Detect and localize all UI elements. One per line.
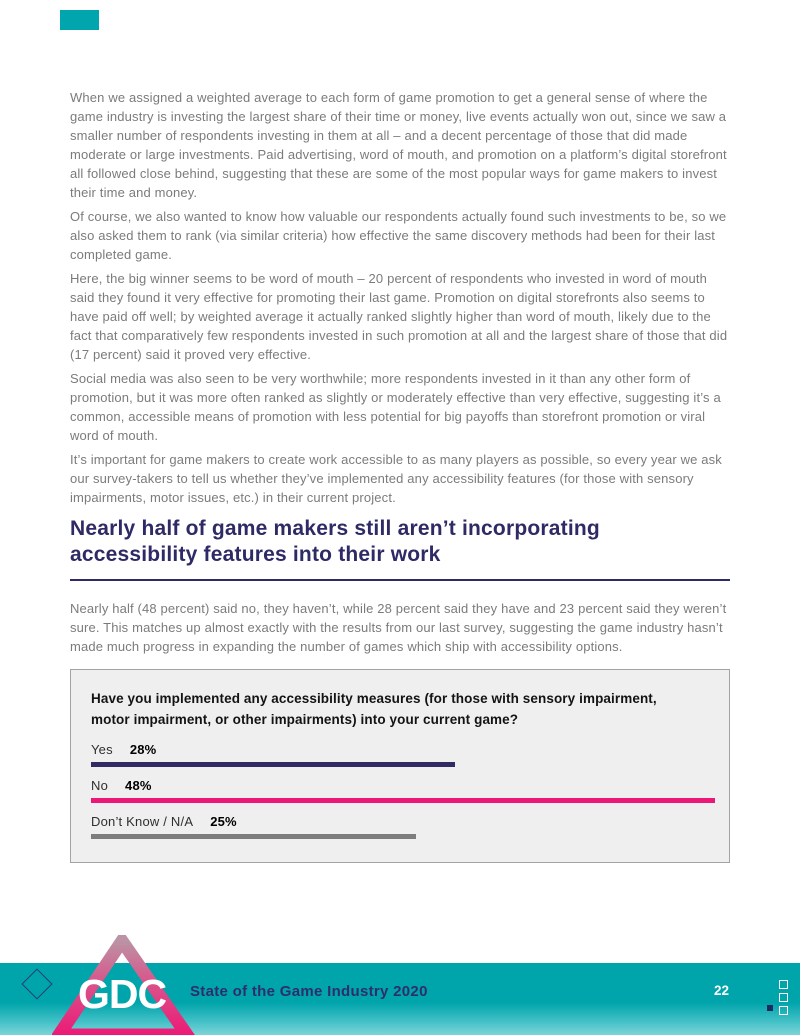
body-paragraph: It’s important for game makers to create work accessible to as many players as possible, so every year we ask our survey-takers to tell us whether they’ve implemented any accessibility features (for those with sensory impairments, motor issues, etc.) in their current project. (70, 452, 722, 505)
lead-paragraph: Nearly half (48 percent) said no, they haven’t, while 28 percent said they have and 23 percent said they weren’t sure. This matches up almost exactly with the results from our last survey, suggesting the game industry hasn’t made much progress in expanding the number of games which ship with accessibility options. (70, 601, 727, 654)
body-paragraph: Social media was also seen to be very worthwhile; more respondents invested in it than any other form of promotion, but it was more often ranked as slightly or moderately effective than very effective, suggesting it’s a common, accessible means of promotion with less potential for big payoffs than storefront promotion or viral word of mouth. (70, 371, 721, 443)
footer-squares (779, 980, 788, 1019)
row-value: 25% (210, 814, 237, 829)
chart-row (91, 742, 709, 767)
heading-underline (70, 579, 730, 581)
page-footer (0, 930, 800, 1035)
square-outline-icon (779, 980, 788, 989)
row-label: Yes (91, 742, 113, 757)
row-label: Don’t Know / N/A (91, 814, 194, 829)
square-filled-icon (767, 1005, 773, 1011)
page-content (70, 0, 730, 863)
row-bar (91, 798, 715, 803)
gdc-logo-icon (52, 935, 202, 1035)
body-paragraph: Of course, we also wanted to know how valuable our respondents actually found such investments to be, so we also asked them to rank (via similar criteria) how effective the same discovery methods had been for their last completed game. (70, 209, 727, 262)
square-outline-icon (779, 993, 788, 1002)
row-bar (91, 834, 416, 839)
body-paragraphs (70, 88, 730, 507)
body-paragraph: When we assigned a weighted average to each form of game promotion to get a general sense of where the game industry is investing the largest share of their time or money, live events actually won out, since we saw a smaller number of respondents investing in them at all – and a decent percentage of those that did made moderate or large investments. Paid advertising, word of mouth, and promotion on a platform’s digital storefront all followed close behind, suggesting that these are some of the most popular ways for game makers to invest their time and money. (70, 90, 727, 200)
survey-card (70, 669, 730, 863)
survey-question: Have you implemented any accessibility measures (for those with sensory impairment, motor impairment, or other impairments) into your current game? (91, 691, 657, 727)
survey-bar-chart (91, 742, 709, 839)
row-label: No (91, 778, 109, 793)
section-heading: Nearly half of game makers still aren’t incorporating accessibility features into their work (70, 517, 600, 566)
chart-row (91, 778, 709, 803)
chart-row (91, 814, 709, 839)
page-number: 22 (714, 983, 730, 998)
row-value: 28% (129, 742, 157, 757)
body-paragraph: Here, the big winner seems to be word of mouth – 20 percent of respondents who invested in word of mouth said they found it very effective for promoting their last game. Promotion on digital storefronts also seems to have paid off well; by weighted average it actually ranked slightly higher than word of mouth, likely due to the fact that comparatively few respondents invested in such promotion at all and the largest share of those that did (17 percent) said it proved very effective. (70, 271, 728, 362)
row-bar (91, 762, 455, 767)
square-outline-icon (779, 1006, 788, 1015)
row-value: 48% (125, 778, 152, 793)
footer-report-title: State of the Game Industry 2020 (190, 983, 428, 1000)
gdc-logo-text: GDC (77, 971, 167, 1017)
